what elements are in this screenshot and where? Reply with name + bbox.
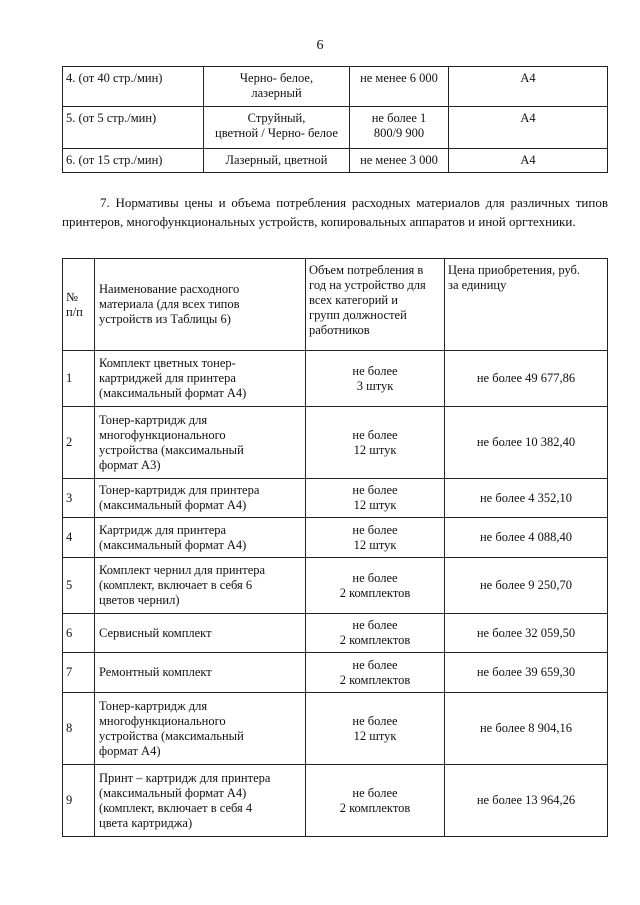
price-cell: не более 49 677,86	[445, 351, 608, 407]
row-number: 8	[63, 693, 95, 765]
volume-cell: не более 2 комплектов	[306, 765, 445, 837]
type-cell: Струйный, цветной / Черно- белое	[204, 107, 350, 149]
category-cell: 4. (от 40 стр./мин)	[63, 67, 204, 107]
printer-categories-table	[62, 66, 608, 173]
volume-cell: не более 12 штук	[306, 518, 445, 558]
row-number: 1	[63, 351, 95, 407]
material-name: Тонер-картридж для многофункционального устройства (максимальный формат А3)	[95, 407, 306, 479]
row-number: 7	[63, 653, 95, 693]
category-cell: 5. (от 5 стр./мин)	[63, 107, 204, 149]
price-cell: не более 8 904,16	[445, 693, 608, 765]
count-cell: не менее 6 000	[350, 67, 449, 107]
price-cell: не более 32 059,50	[445, 614, 608, 653]
table-row	[63, 558, 608, 614]
material-name: Картридж для принтера (максимальный формат А4)	[95, 518, 306, 558]
consumables-table	[62, 258, 608, 837]
material-name: Комплект чернил для принтера (комплект, включает в себя 6 цветов чернил)	[95, 558, 306, 614]
format-cell: А4	[449, 149, 608, 173]
material-name: Ремонтный комплект	[95, 653, 306, 693]
header-number: № п/п	[63, 259, 95, 351]
row-number: 9	[63, 765, 95, 837]
volume-cell: не более 12 штук	[306, 407, 445, 479]
table-row	[63, 693, 608, 765]
row-number: 6	[63, 614, 95, 653]
table-row	[63, 407, 608, 479]
table-header-row	[63, 259, 608, 351]
price-cell: не более 9 250,70	[445, 558, 608, 614]
table-row	[63, 67, 608, 107]
price-cell: не более 13 964,26	[445, 765, 608, 837]
price-cell: не более 10 382,40	[445, 407, 608, 479]
table-row	[63, 614, 608, 653]
material-name: Принт – картридж для принтера (максимальный формат А4) (комплект, включает в себя 4 цвета картриджа)	[95, 765, 306, 837]
table-row	[63, 351, 608, 407]
section-paragraph: 7. Нормативы цены и объема потребления расходных материалов для различных типов принтеров, многофункциональных устройств, копировальных аппаратов и иной оргтехники.	[62, 195, 608, 229]
volume-cell: не более 2 комплектов	[306, 653, 445, 693]
type-cell: Лазерный, цветной	[204, 149, 350, 173]
count-cell: не более 1 800/9 900	[350, 107, 449, 149]
format-cell: А4	[449, 107, 608, 149]
price-cell: не более 4 088,40	[445, 518, 608, 558]
table-row	[63, 518, 608, 558]
table-row	[63, 653, 608, 693]
price-cell: не более 4 352,10	[445, 479, 608, 518]
table-row	[63, 765, 608, 837]
row-number: 2	[63, 407, 95, 479]
volume-cell: не более 12 штук	[306, 693, 445, 765]
volume-cell: не более 2 комплектов	[306, 614, 445, 653]
volume-cell: не более 2 комплектов	[306, 558, 445, 614]
volume-cell: не более 3 штук	[306, 351, 445, 407]
table-row	[63, 479, 608, 518]
row-number: 3	[63, 479, 95, 518]
row-number: 5	[63, 558, 95, 614]
format-cell: А4	[449, 67, 608, 107]
header-name: Наименование расходного материала (для всех типов устройств из Таблицы 6)	[95, 259, 306, 351]
material-name: Тонер-картридж для принтера (максимальный формат А4)	[95, 479, 306, 518]
table-row	[63, 107, 608, 149]
material-name: Комплект цветных тонер- картриджей для принтера (максимальный формат А4)	[95, 351, 306, 407]
header-price: Цена приобретения, руб. за единицу	[445, 259, 608, 351]
category-cell: 6. (от 15 стр./мин)	[63, 149, 204, 173]
row-number: 4	[63, 518, 95, 558]
material-name: Сервисный комплект	[95, 614, 306, 653]
price-cell: не более 39 659,30	[445, 653, 608, 693]
table-row	[63, 149, 608, 173]
type-cell: Черно- белое, лазерный	[204, 67, 350, 107]
page-number: 6	[316, 38, 324, 53]
volume-cell: не более 12 штук	[306, 479, 445, 518]
material-name: Тонер-картридж для многофункционального устройства (максимальный формат А4)	[95, 693, 306, 765]
header-volume: Объем потребления в год на устройство для всех категорий и групп должностей работников	[306, 259, 445, 351]
count-cell: не менее 3 000	[350, 149, 449, 173]
